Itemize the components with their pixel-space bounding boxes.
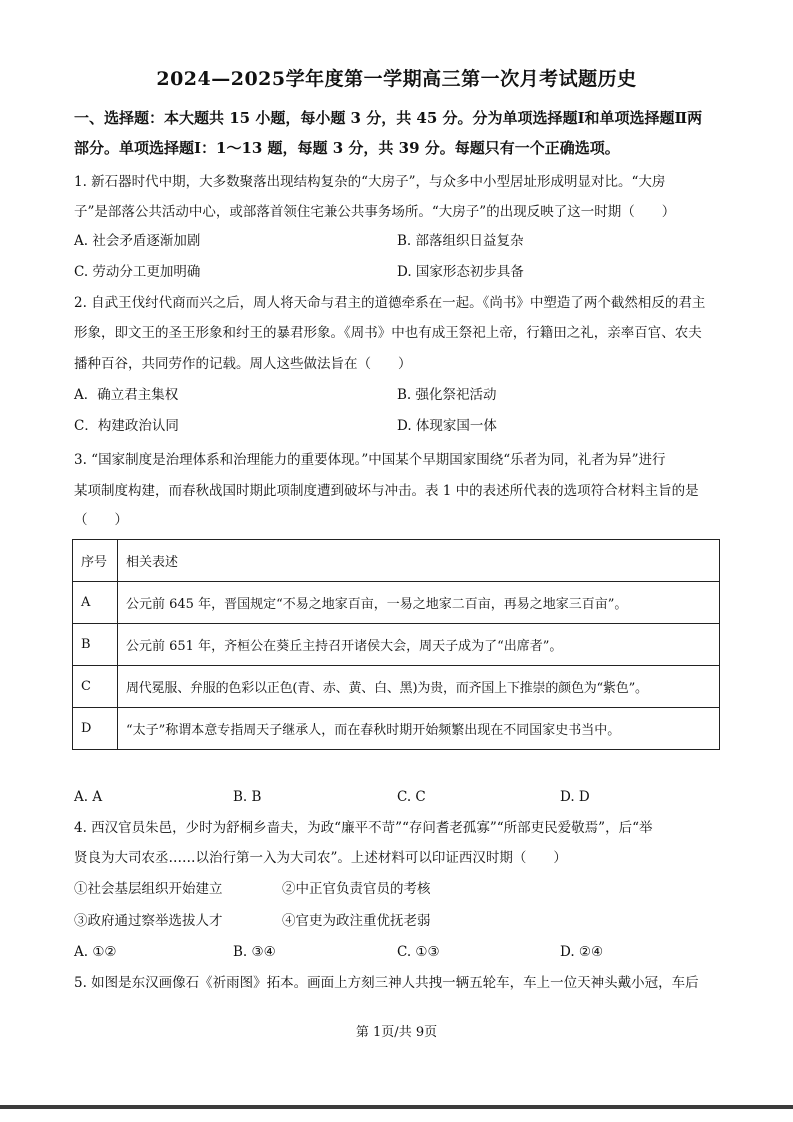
table-row-text: 周代冕服、弁服的色彩以正色(青、赤、黄、白、黑)为贵，而齐国上下推崇的颜色为“紫色”。 [118,666,720,708]
q4-option-a[interactable]: A. ①② [74,944,117,960]
bottom-divider [0,1105,793,1109]
q1-option-b[interactable]: B. 部落组织日益复杂 [397,233,524,249]
table-row [73,582,720,624]
q3-stem-line-1: 3. “国家制度是治理体系和治理能力的重要体现。”中国某个早期国家围绕“乐者为同，礼者为异”进行 [74,452,666,468]
section-heading-line-1: 一、选择题：本大题共 15 小题，每小题 3 分，共 45 分。分为单项选择题Ⅰ和单项选择题Ⅱ两 [74,109,703,127]
q4-item-2: ②中正官负责官员的考核 [282,881,431,897]
table-row-text: 公元前 645 年，晋国规定“不易之地家百亩，一易之地家二百亩，再易之地家三百亩”。 [118,582,720,624]
q4-stem-line-1: 4. 西汉官员朱邑，少时为舒桐乡啬夫，为政“廉平不苛”“存问耆老孤寡”“所部吏民爱敬焉”，后“举 [74,820,653,836]
q4-option-c[interactable]: C. ①③ [397,944,440,960]
q4-option-d[interactable]: D. ②④ [560,944,604,960]
table-header-index: 序号 [73,540,118,582]
q2-option-b[interactable]: B. 强化祭祀活动 [397,387,497,403]
table-row-text: “太子”称谓本意专指周天子继承人，而在春秋时期开始频繁出现在不同国家史书当中。 [118,708,720,750]
table-row-key: D [73,708,118,750]
q2-option-a[interactable]: A．确立君主集权 [74,387,179,403]
q1-option-d[interactable]: D. 国家形态初步具备 [397,264,524,280]
table-row-text: 公元前 651 年，齐桓公在葵丘主持召开诸侯大会，周天子成为了“出席者”。 [118,624,720,666]
q1-option-a[interactable]: A. 社会矛盾逐渐加剧 [74,233,201,249]
table-row [73,624,720,666]
q1-stem-line-1: 1. 新石器时代中期，大多数聚落出现结构复杂的“大房子”，与众多中小型居址形成明显对比。“大房 [74,174,666,190]
q3-option-a[interactable]: A. A [74,789,103,805]
q1-stem-line-2: 子”是部落公共活动中心，或部落首领住宅兼公共事务场所。“大房子”的出现反映了这一时期（ ） [74,204,676,220]
q2-stem-line-1: 2. 自武王伐纣代商而兴之后，周人将天命与君主的道德牵系在一起。《尚书》中塑造了两个截然相反的君主 [74,295,706,311]
q3-table [72,539,720,750]
section-heading [74,103,729,163]
q2-stem-line-2: 形象，即文王的圣王形象和纣王的暴君形象。《周书》中也有成王祭祀上帝，行籍田之礼，亲率百官、农夫 [74,325,702,341]
q2-option-d[interactable]: D. 体现家国一体 [397,418,497,434]
q4-item-3: ③政府通过察举选拔人才 [74,913,223,929]
q2-stem-line-3: 播种百谷，共同劳作的记载。周人这些做法旨在（ ） [74,356,412,372]
section-heading-line-2: 部分。单项选择题Ⅰ：1～13 题，每题 3 分，共 39 分。每题只有一个正确选项。 [74,139,620,157]
table-row-key: A [73,582,118,624]
table-row [73,708,720,750]
q4-option-b[interactable]: B. ③④ [233,944,276,960]
table-header-statement: 相关表述 [118,540,720,582]
page-footer: 第 1页/共 9页 [355,1025,438,1040]
q1-option-c[interactable]: C. 劳动分工更加明确 [74,264,201,280]
q3-option-b[interactable]: B. B [233,789,262,805]
q3-stem-line-3: （ ） [74,512,128,528]
page-title: 2024—2025学年度第一学期高三第一次月考试题历史 [156,68,637,90]
table-row-key: C [73,666,118,708]
q2-option-c[interactable]: C．构建政治认同 [74,418,179,434]
q4-item-4: ④官吏为政注重优抚老弱 [282,913,431,929]
q3-stem-line-2: 某项制度构建，而春秋战国时期此项制度遭到破坏与冲击。表 1 中的表述所代表的选项符合材料主旨的是 [74,483,699,499]
table-header-row [73,540,720,582]
q4-item-1: ①社会基层组织开始建立 [74,881,223,897]
table-row [73,666,720,708]
q5-stem-line-1: 5. 如图是东汉画像石《祈雨图》拓本。画面上方刻三神人共拽一辆五轮车，车上一位天神头戴小冠，车后 [74,975,699,991]
q3-option-d[interactable]: D. D [560,789,590,805]
table-row-key: B [73,624,118,666]
q4-stem-line-2: 贤良为大司农丞……以治行第一入为大司农”。上述材料可以印证西汉时期（ ） [74,850,567,866]
q3-option-c[interactable]: C. C [397,789,426,805]
